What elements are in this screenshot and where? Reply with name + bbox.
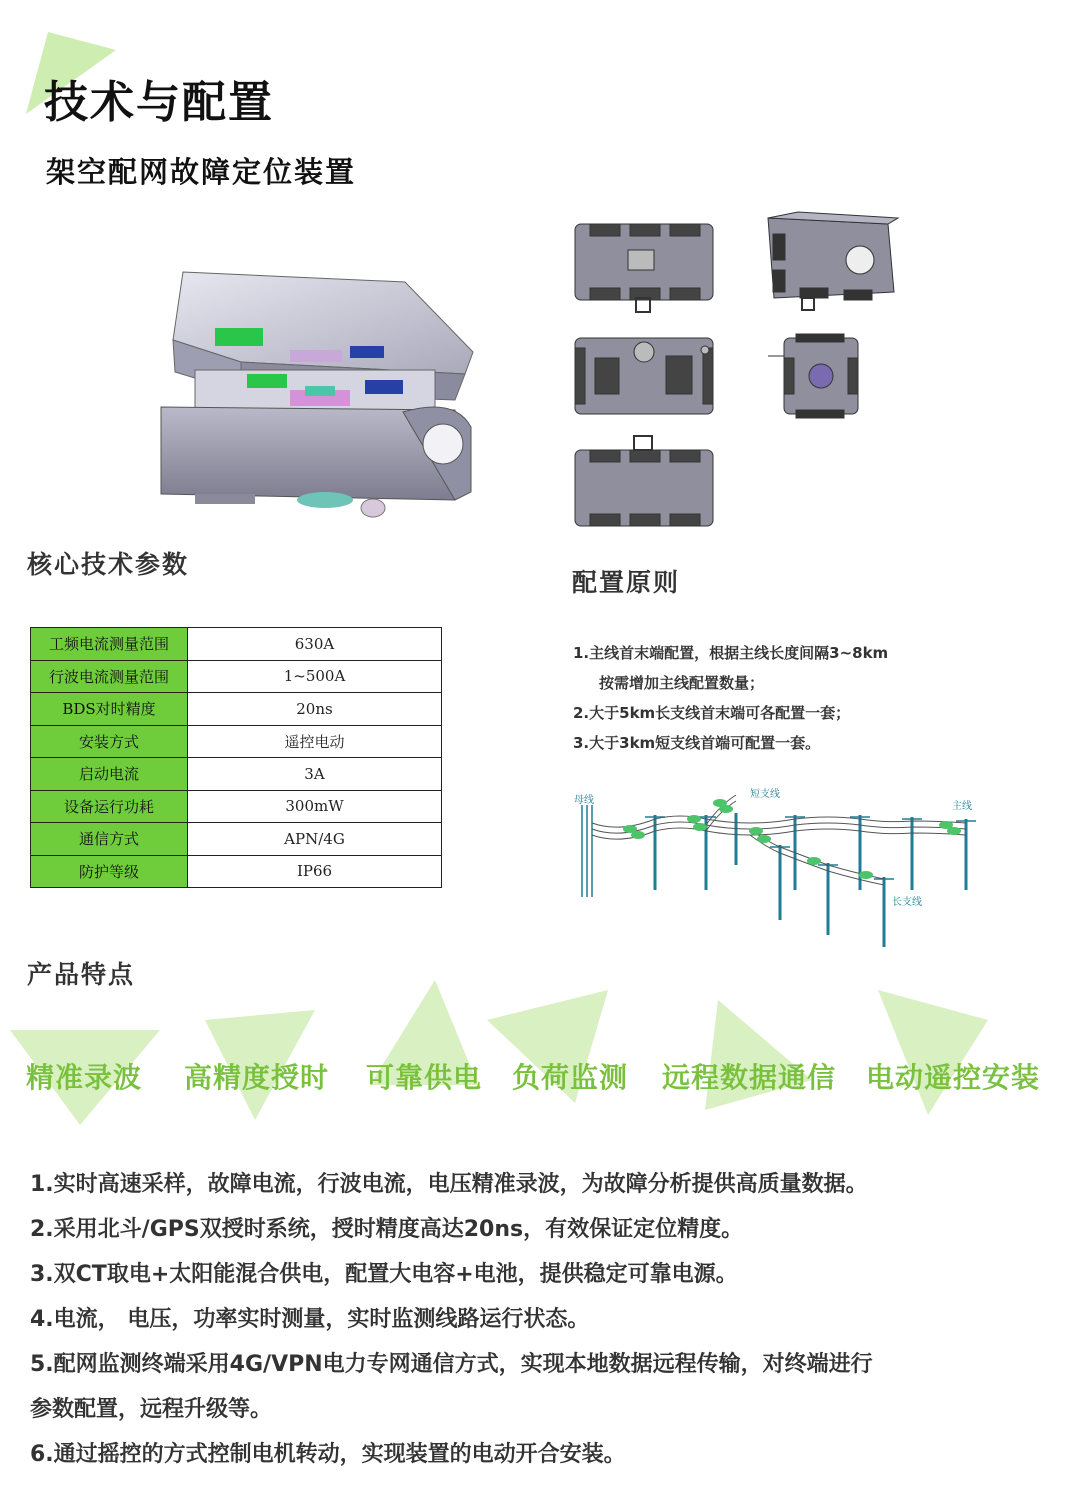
param-value: 3A xyxy=(188,758,442,791)
param-value: APN/4G xyxy=(188,823,442,856)
param-value: 遥控电动 xyxy=(188,725,442,758)
device-view-drawings xyxy=(568,210,908,530)
param-label: 工频电流测量范围 xyxy=(31,628,188,661)
table-row xyxy=(31,758,442,791)
bus-label: 母线 xyxy=(574,795,594,806)
config-rule-1-cont: 按需增加主线配置数量； xyxy=(599,674,765,692)
param-value: 20ns xyxy=(188,693,442,726)
param-label: 防护等级 xyxy=(31,855,188,888)
list-item: 3.双CT取电+太阳能混合供电，配置大电容+电池，提供稳定可靠电源。 xyxy=(30,1262,738,1287)
param-label: 行波电流测量范围 xyxy=(31,660,188,693)
product-subtitle: 架空配网故障定位装置 xyxy=(46,155,357,189)
table-row xyxy=(31,693,442,726)
params-heading: 核心技术参数 xyxy=(27,550,190,579)
param-value: IP66 xyxy=(188,855,442,888)
list-item: 2.采用北斗/GPS双授时系统，授时精度高达20ns，有效保证定位精度。 xyxy=(30,1217,744,1242)
feature-label-motor-install: 电动遥控安装 xyxy=(866,1061,1041,1094)
table-row xyxy=(31,823,442,856)
param-label: 安装方式 xyxy=(31,725,188,758)
feature-label-load: 负荷监测 xyxy=(512,1061,629,1094)
feature-list xyxy=(30,1162,1040,1477)
config-rule-2: 2.大于5km长支线首末端可各配置一套； xyxy=(573,704,851,722)
param-value: 630A xyxy=(188,628,442,661)
config-rule-3: 3.大于3km短支线首端可配置一套。 xyxy=(573,734,821,752)
list-item: 6.通过摇控的方式控制电机转动，实现装置的电动开合安装。 xyxy=(30,1442,626,1467)
page-title: 技术与配置 xyxy=(44,77,274,128)
list-item: 1.实时高速采样，故障电流，行波电流，电压精准录波，为故障分析提供高质量数据。 xyxy=(30,1172,868,1197)
main-line-label: 主线 xyxy=(952,801,972,812)
param-label: 通信方式 xyxy=(31,823,188,856)
short-branch-label: 短支线 xyxy=(750,789,780,800)
table-row xyxy=(31,855,442,888)
config-heading: 配置原则 xyxy=(572,568,681,597)
config-rules xyxy=(573,638,888,758)
feature-label-timing: 高精度授时 xyxy=(184,1061,330,1094)
table-row xyxy=(31,660,442,693)
params-table xyxy=(30,627,442,888)
feature-label-recording: 精准录波 xyxy=(26,1061,143,1094)
long-branch-label: 长支线 xyxy=(892,897,922,908)
param-value: 1~500A xyxy=(188,660,442,693)
list-item: 5.配网监测终端采用4G/VPN电力专网通信方式，实现本地数据远程传输，对终端进行 xyxy=(30,1352,873,1377)
feature-label-power: 可靠供电 xyxy=(366,1061,483,1094)
table-row xyxy=(31,790,442,823)
power-line-diagram xyxy=(570,785,990,950)
param-label: 设备运行功耗 xyxy=(31,790,188,823)
features-heading: 产品特点 xyxy=(27,960,136,989)
list-item: 4.电流， 电压，功率实时测量，实时监测线路运行状态。 xyxy=(30,1307,590,1332)
param-label: 启动电流 xyxy=(31,758,188,791)
param-value: 300mW xyxy=(188,790,442,823)
list-item: 参数配置，远程升级等。 xyxy=(30,1397,273,1422)
table-row xyxy=(31,725,442,758)
device-main-illustration xyxy=(155,262,475,527)
features-decoration xyxy=(0,975,1065,1125)
config-rule-1: 1.主线首末端配置，根据主线长度间隔3~8km xyxy=(573,644,889,662)
feature-label-remote-comm: 远程数据通信 xyxy=(662,1061,837,1094)
table-row xyxy=(31,628,442,661)
param-label: BDS对时精度 xyxy=(31,693,188,726)
